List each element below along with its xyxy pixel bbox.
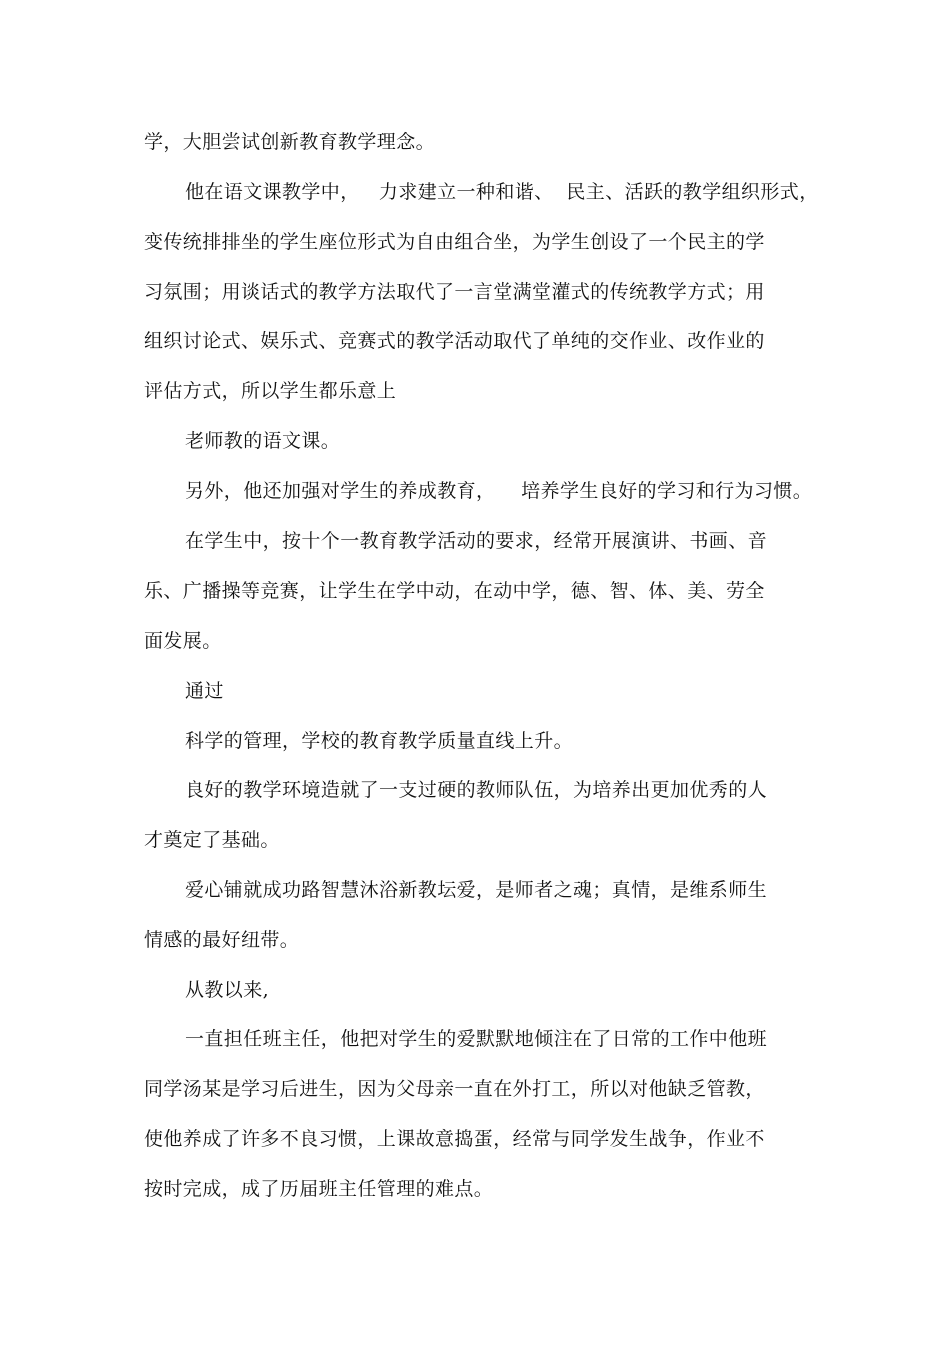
text-line: 情感的最好纽带。 [144, 929, 300, 951]
text-line: 学，大胆尝试创新教育教学理念。 [144, 131, 436, 153]
text-line: 良好的教学环境造就了一支过硬的教师队伍，为培养出更加优秀的人 [185, 779, 768, 801]
text-line: 在学生中，按十个一教育教学活动的要求，经常开展演讲、书画、音 [185, 530, 768, 552]
text-line: 另外，他还加强对学生的养成教育， 培养学生良好的学习和行为习惯。 [185, 480, 813, 502]
text-line: 才奠定了基础。 [144, 829, 280, 851]
text-line: 他在语文课教学中， 力求建立一种和谐、 民主、活跃的教学组织形式， [185, 181, 819, 203]
text-line: 同学汤某是学习后进生，因为父母亲一直在外打工，所以对他缺乏管教， [144, 1078, 765, 1100]
text-line: 乐、广播操等竞赛，让学生在学中动，在动中学，德、智、体、美、劳全 [144, 580, 765, 602]
text-line: 一直担任班主任，他把对学生的爱默默地倾注在了日常的工作中他班 [185, 1028, 768, 1050]
text-line: 评估方式，所以学生都乐意上 [144, 380, 397, 402]
text-line: 通过 [185, 680, 224, 702]
text-line: 使他养成了许多不良习惯，上课故意捣蛋，经常与同学发生战争，作业不 [144, 1128, 765, 1150]
text-line: 变传统排排坐的学生座位形式为自由组合坐，为学生创设了一个民主的学 [144, 231, 765, 253]
text-line: 科学的管理，学校的教育教学质量直线上升。 [185, 730, 574, 752]
text-line: 爱心铺就成功路智慧沐浴新教坛爱，是师者之魂；真情，是维系师生 [185, 879, 768, 901]
text-line: 面发展。 [144, 630, 222, 652]
text-line: 按时完成，成了历届班主任管理的难点。 [144, 1178, 494, 1200]
text-line: 组织讨论式、娱乐式、竞赛式的教学活动取代了单纯的交作业、改作业的 [144, 330, 765, 352]
text-line: 老师教的语文课。 [185, 430, 341, 452]
text-line: 从教以来, [185, 979, 270, 1001]
text-line: 习氛围；用谈话式的教学方法取代了一言堂满堂灌式的传统教学方式；用 [144, 281, 765, 303]
